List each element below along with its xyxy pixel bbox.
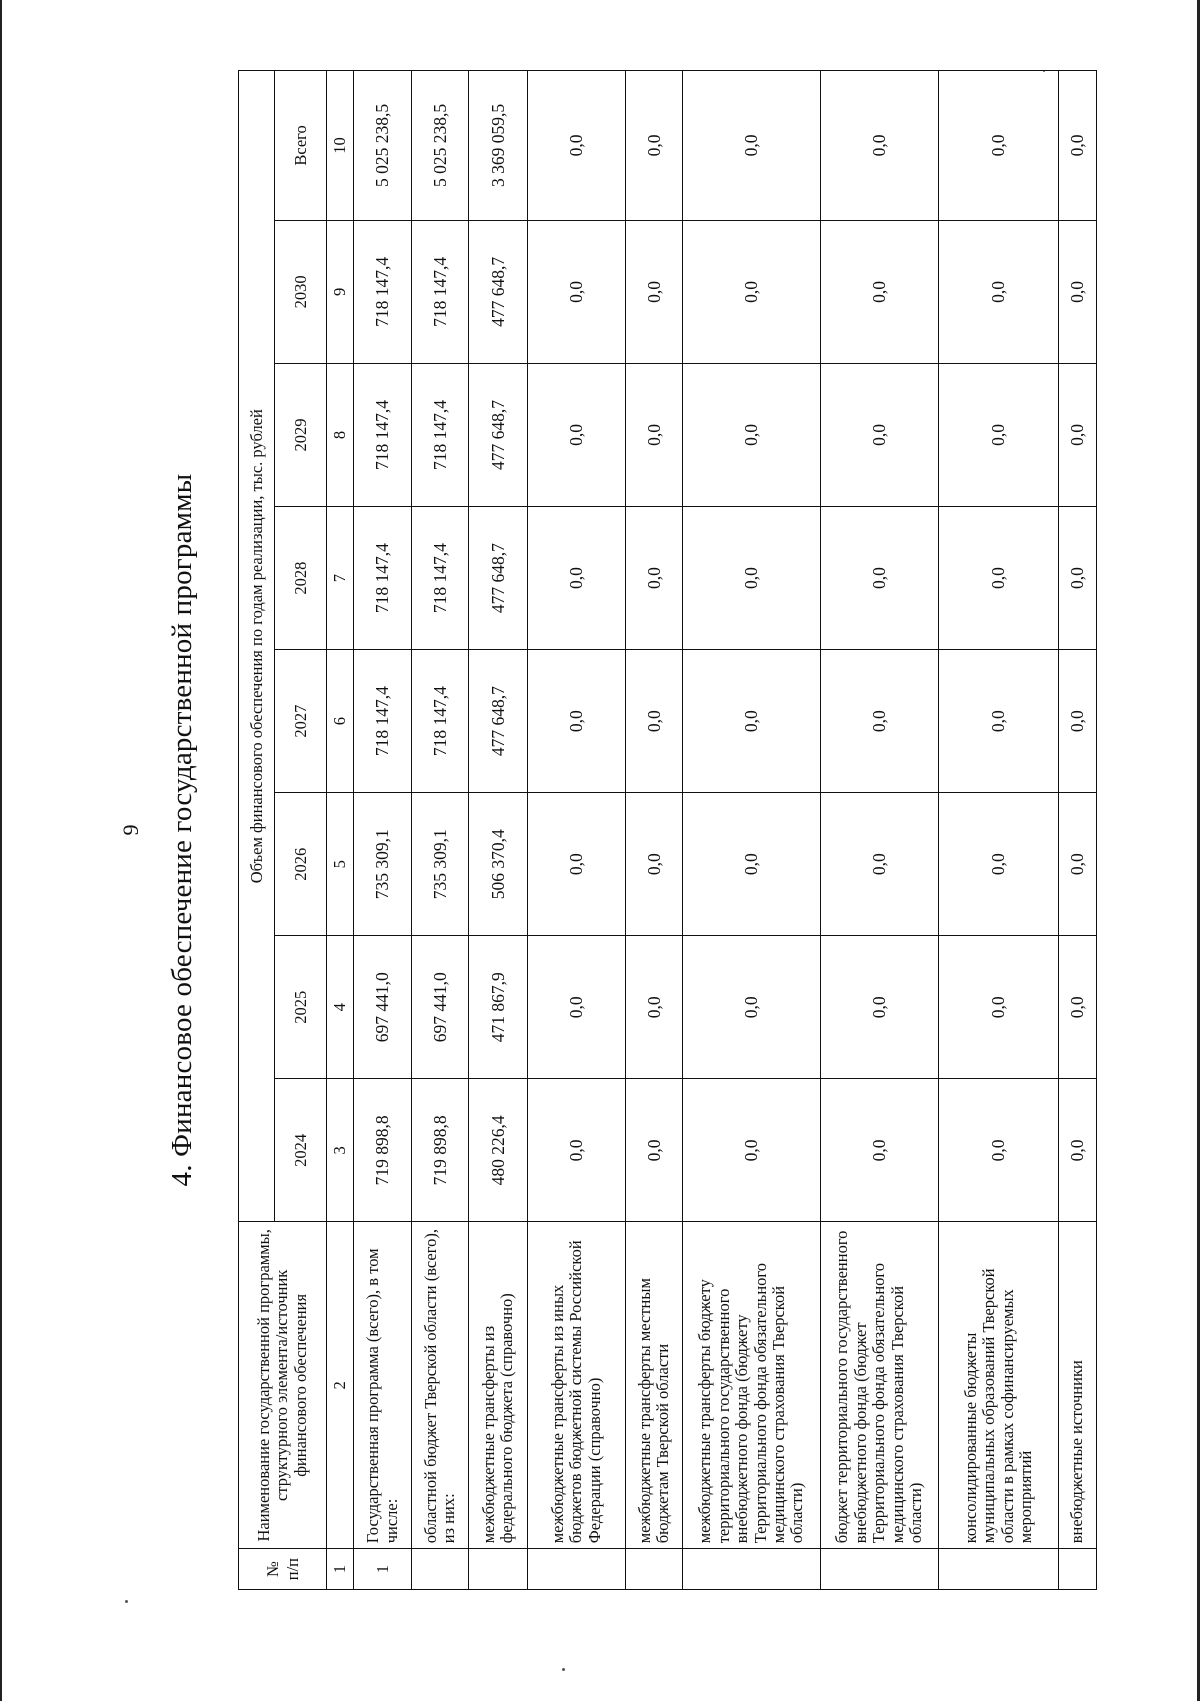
value-2030: 0,0 — [821, 220, 939, 363]
value-2026: 735 309,1 — [354, 793, 412, 936]
value-2030: 0,0 — [528, 220, 626, 363]
row-name: межбюджетные трансферты местным бюджетам Тверской области — [626, 1222, 683, 1549]
value-2029: 0,0 — [626, 363, 683, 506]
value-2029: 0,0 — [821, 363, 939, 506]
header-year: 2024 — [275, 1079, 327, 1222]
header-year: 2028 — [275, 507, 327, 650]
value-2024: 480 226,4 — [469, 1079, 528, 1222]
value-2029: 718 147,4 — [412, 363, 469, 506]
row-number — [469, 1549, 528, 1590]
value-2028: 718 147,4 — [354, 507, 412, 650]
header-year: 2029 — [275, 363, 327, 506]
table-row — [469, 71, 528, 1590]
column-number: 8 — [327, 363, 354, 506]
value-2030: 718 147,4 — [354, 220, 412, 363]
value-2026: 0,0 — [1059, 793, 1097, 936]
table-row — [683, 71, 821, 1590]
header-year: 2030 — [275, 220, 327, 363]
header-year: 2025 — [275, 936, 327, 1079]
value-2030: 0,0 — [939, 220, 1059, 363]
header-no: № п/п — [239, 1549, 327, 1590]
value-2029: 0,0 — [683, 363, 821, 506]
table-row — [528, 71, 626, 1590]
value-2024: 0,0 — [821, 1079, 939, 1222]
header-total: Всего — [275, 71, 327, 221]
value-2026: 0,0 — [939, 793, 1059, 936]
column-number: 7 — [327, 507, 354, 650]
value-2026: 735 309,1 — [412, 793, 469, 936]
table-row — [939, 71, 1059, 1590]
value-2027: 0,0 — [821, 650, 939, 793]
value-2030: 0,0 — [683, 220, 821, 363]
header-name: Наименование государственной программы, структурного элемента/источник финансового обеспечения — [239, 1222, 327, 1549]
value-total: 0,0 — [626, 71, 683, 221]
row-name: Государственная программа (всего), в том числе: — [354, 1222, 412, 1549]
row-name: межбюджетные трансферты из иных бюджетов бюджетной системы Российской Федерации (справочно) — [528, 1222, 626, 1549]
value-2027: 0,0 — [626, 650, 683, 793]
value-2028: 0,0 — [626, 507, 683, 650]
row-number — [683, 1549, 821, 1590]
value-2025: 0,0 — [683, 936, 821, 1079]
value-2028: 0,0 — [528, 507, 626, 650]
value-2027: 0,0 — [939, 650, 1059, 793]
value-2027: 477 648,7 — [469, 650, 528, 793]
value-2024: 0,0 — [939, 1079, 1059, 1222]
value-2026: 506 370,4 — [469, 793, 528, 936]
value-2024: 0,0 — [626, 1079, 683, 1222]
table-row — [354, 71, 412, 1590]
value-2025: 471 867,9 — [469, 936, 528, 1079]
header-year: 2027 — [275, 650, 327, 793]
row-number — [626, 1549, 683, 1590]
value-2028: 0,0 — [683, 507, 821, 650]
value-2024: 0,0 — [1059, 1079, 1097, 1222]
header-year: 2026 — [275, 793, 327, 936]
value-2027: 0,0 — [528, 650, 626, 793]
value-2024: 719 898,8 — [412, 1079, 469, 1222]
column-number: 9 — [327, 220, 354, 363]
value-total: 0,0 — [528, 71, 626, 221]
value-2027: 718 147,4 — [412, 650, 469, 793]
value-2024: 719 898,8 — [354, 1079, 412, 1222]
value-2026: 0,0 — [528, 793, 626, 936]
column-number: 1 — [327, 1549, 354, 1590]
value-2030: 0,0 — [1059, 220, 1097, 363]
row-number — [1059, 1549, 1097, 1590]
value-2029: 477 648,7 — [469, 363, 528, 506]
value-2028: 718 147,4 — [412, 507, 469, 650]
value-2028: 477 648,7 — [469, 507, 528, 650]
row-name: внебюджетные источники — [1059, 1222, 1097, 1549]
value-2029: 0,0 — [1059, 363, 1097, 506]
row-number — [821, 1549, 939, 1590]
column-number: 6 — [327, 650, 354, 793]
row-number — [412, 1549, 469, 1590]
value-total: 0,0 — [821, 71, 939, 221]
value-2024: 0,0 — [528, 1079, 626, 1222]
row-number — [939, 1549, 1059, 1590]
row-name: межбюджетные трансферты из федерального бюджета (справочно) — [469, 1222, 528, 1549]
value-total: 5 025 238,5 — [412, 71, 469, 221]
value-2026: 0,0 — [626, 793, 683, 936]
page-number: 9 — [118, 824, 143, 836]
value-2027: 0,0 — [683, 650, 821, 793]
value-2030: 477 648,7 — [469, 220, 528, 363]
column-number: 5 — [327, 793, 354, 936]
value-total: 0,0 — [939, 71, 1059, 221]
scan-speck — [562, 1668, 565, 1671]
value-2028: 0,0 — [939, 507, 1059, 650]
value-total: 5 025 238,5 — [354, 71, 412, 221]
value-total: 3 369 059,5 — [469, 71, 528, 221]
value-2025: 0,0 — [1059, 936, 1097, 1079]
scan-speck — [125, 1600, 128, 1603]
value-total: 0,0 — [1059, 71, 1097, 221]
value-2024: 0,0 — [683, 1079, 821, 1222]
value-2029: 0,0 — [528, 363, 626, 506]
table-row — [412, 71, 469, 1590]
value-2025: 0,0 — [939, 936, 1059, 1079]
value-2027: 0,0 — [1059, 650, 1097, 793]
table-row — [821, 71, 939, 1590]
row-number: 1 — [354, 1549, 412, 1590]
value-2025: 0,0 — [626, 936, 683, 1079]
value-2026: 0,0 — [683, 793, 821, 936]
value-total: 0,0 — [683, 71, 821, 221]
column-number: 4 — [327, 936, 354, 1079]
row-name: бюджет территориального государственного внебюджетного фонда (бюджет Территориального фонда обязательного медицинского страхования Тверской области) — [821, 1222, 939, 1549]
table-row — [1059, 71, 1097, 1590]
financing-table — [238, 70, 1097, 1590]
value-2029: 718 147,4 — [354, 363, 412, 506]
value-2027: 718 147,4 — [354, 650, 412, 793]
row-number — [528, 1549, 626, 1590]
value-2030: 0,0 — [626, 220, 683, 363]
value-2029: 0,0 — [939, 363, 1059, 506]
value-2028: 0,0 — [821, 507, 939, 650]
rotated-page — [0, 70, 1180, 1590]
column-number: 3 — [327, 1079, 354, 1222]
page-title: 4. Финансовое обеспечение государственной программы — [166, 473, 198, 1187]
column-number: 2 — [327, 1222, 354, 1549]
value-2028: 0,0 — [1059, 507, 1097, 650]
row-name: межбюджетные трансферты бюджету территориального государственного внебюджетного фонда (бюджету Территориального фонда обязательного медицинского страхования Тверской области) — [683, 1222, 821, 1549]
column-number: 10 — [327, 71, 354, 221]
header-volume: Объем финансового обеспечения по годам реализации, тыс. рублей — [239, 71, 275, 1222]
value-2026: 0,0 — [821, 793, 939, 936]
value-2025: 697 441,0 — [354, 936, 412, 1079]
value-2025: 0,0 — [528, 936, 626, 1079]
row-name: консолидированные бюджеты муниципальных образований Тверской области в рамках софинансируемых мероприятий — [939, 1222, 1059, 1549]
value-2025: 697 441,0 — [412, 936, 469, 1079]
table-row — [626, 71, 683, 1590]
value-2025: 0,0 — [821, 936, 939, 1079]
value-2030: 718 147,4 — [412, 220, 469, 363]
row-name: областной бюджет Тверской области (всего), из них: — [412, 1222, 469, 1549]
